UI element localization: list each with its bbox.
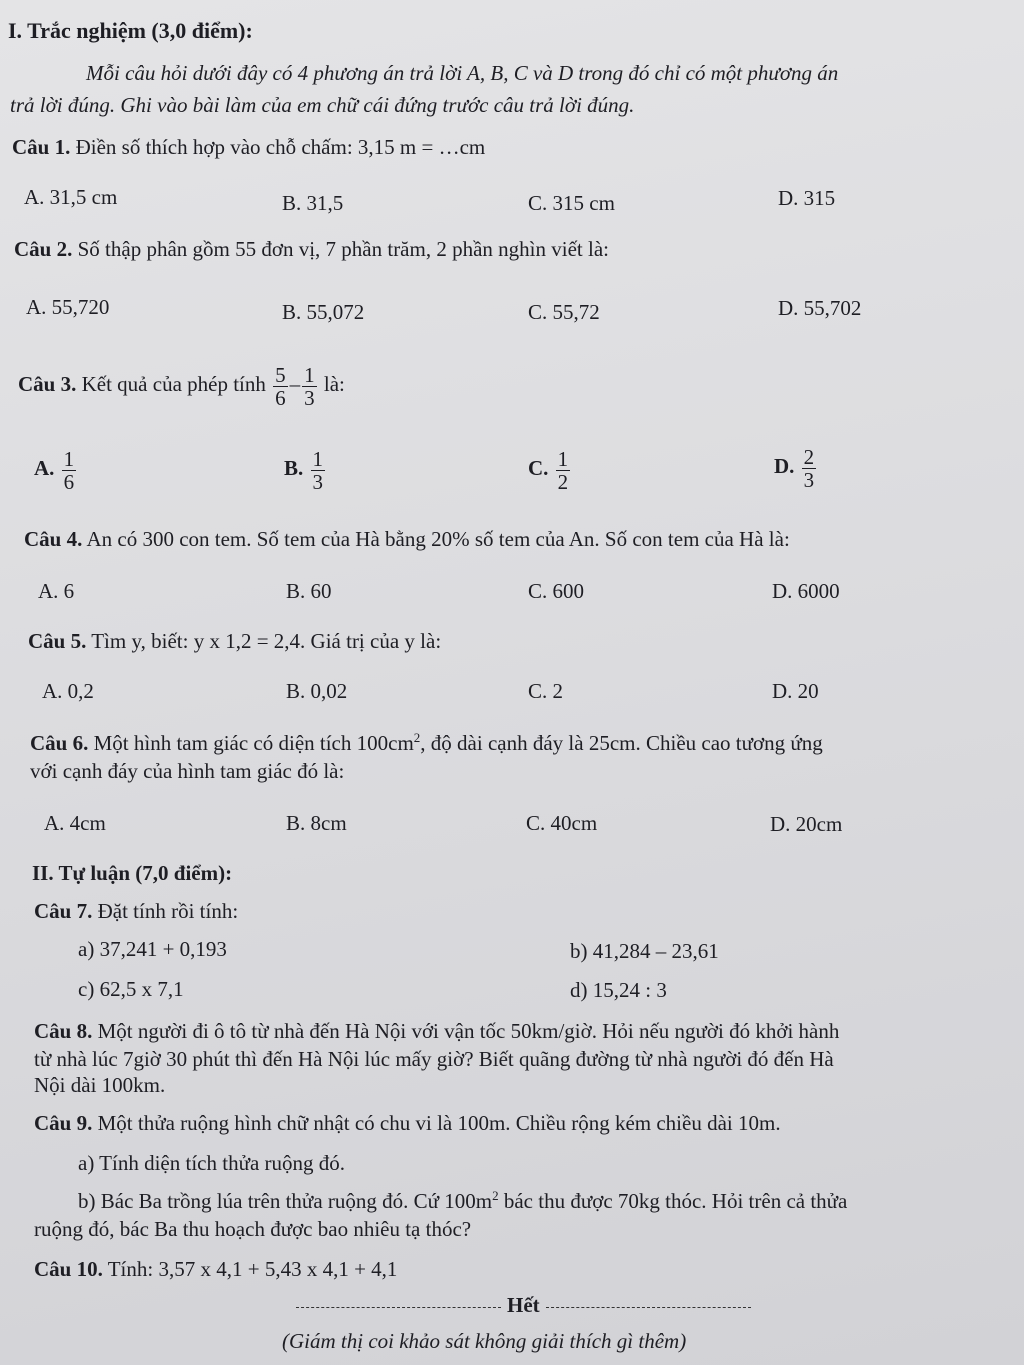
question-2-text: Số thập phân gồm 55 đơn vị, 7 phần trăm, 2 phần nghìn viết là:	[77, 237, 609, 261]
question-3-text: Kết quả của phép tính	[81, 372, 266, 396]
superscript-2: 2	[492, 1188, 499, 1203]
question-8-label: Câu 8.	[34, 1019, 93, 1043]
q9-part-b: b) Bác Ba trồng lúa trên thửa ruộng đó. Cứ $100m^2$ bác thu được 70kg thóc. Hỏi trên cả thửa	[78, 1188, 848, 1213]
end-text: Hết	[507, 1293, 540, 1317]
question-7-label: Câu 7.	[34, 899, 93, 923]
dashed-rule-left	[296, 1307, 501, 1308]
q4-option-d: D. 6000	[772, 579, 840, 603]
question-10-label: Câu 10.	[34, 1257, 103, 1281]
q9-part-b-line-2: ruộng đó, bác Ba thu hoạch được bao nhiêu tạ thóc?	[34, 1217, 472, 1241]
question-4-label: Câu 4.	[24, 527, 83, 551]
question-8	[34, 1018, 839, 1044]
question-5-label: Câu 5.	[28, 629, 87, 653]
question-6-text-a: Một hình tam giác có diện tích 100cm	[93, 731, 414, 755]
question-2-label: Câu 2.	[14, 237, 73, 261]
q5-option-b: B. 0,02	[286, 679, 348, 703]
q2-option-b: B. 55,072	[282, 300, 365, 324]
question-8-line-3: Nội dài 100km.	[34, 1073, 166, 1097]
q7-part-b: b) 41,284 – 23,61	[570, 939, 719, 963]
minus-sign: –	[289, 372, 301, 396]
question-1-text: Điền số thích hợp vào chỗ chấm: 3,15 m = …cm	[75, 135, 486, 159]
q3-option-c: C. $\frac{1}{2}$	[528, 446, 569, 494]
question-3-label: Câu 3.	[18, 372, 77, 396]
q1-option-b: B. 31,5	[282, 191, 344, 215]
q3-option-d: D. $\frac{2}{3}$	[774, 444, 815, 492]
question-9-label: Câu 9.	[34, 1111, 93, 1135]
question-5	[28, 628, 441, 654]
q3-option-b: B. $\frac{1}{3}$	[284, 446, 324, 494]
dashed-rule-right	[546, 1307, 751, 1308]
q6-option-a: A. 4cm	[44, 811, 106, 835]
q7-part-c: c) 62,5 x 7,1	[78, 977, 184, 1001]
question-3	[18, 356, 345, 412]
q9-part-a: a) Tính diện tích thửa ruộng đó.	[78, 1151, 346, 1175]
question-3-tail: là:	[323, 372, 345, 396]
question-9-text: Một thửa ruộng hình chữ nhật có chu vi là 100m. Chiều rộng kém chiều dài 10m.	[97, 1111, 781, 1135]
question-6-label: Câu 6.	[30, 731, 89, 755]
q6-option-d: D. 20cm	[770, 812, 843, 836]
footer-note: (Giám thị coi khảo sát không giải thích gì thêm)	[282, 1329, 687, 1353]
q1-option-c: C. 315 cm	[528, 191, 615, 215]
q4-option-a: A. 6	[38, 579, 75, 603]
question-7-text: Đặt tính rồi tính:	[97, 899, 239, 923]
q7-part-d: d) 15,24 : 3	[570, 978, 667, 1002]
instruction-line-2: trả lời đúng. Ghi vào bài làm của em chữ cái đứng trước câu trả lời đúng.	[10, 93, 635, 117]
question-10-text: Tính: 3,57 x 4,1 + 5,43 x 4,1 + 4,1	[107, 1257, 398, 1281]
question-2	[14, 236, 609, 262]
part1-heading: I. Trắc nghiệm (3,0 điểm):	[8, 18, 253, 43]
question-6-text-b: , độ dài cạnh đáy là 25cm. Chiều cao tương ứng	[420, 731, 823, 755]
q5-option-c: C. 2	[528, 679, 564, 703]
fraction-1-3: $\frac{1}{3}$	[304, 362, 315, 410]
q4-option-b: B. 60	[286, 579, 332, 603]
q6-option-b: B. 8cm	[286, 811, 347, 835]
q5-option-d: D. 20	[772, 679, 819, 703]
q6-option-c: C. 40cm	[526, 811, 598, 835]
question-7	[34, 898, 238, 924]
q5-option-a: A. 0,2	[42, 679, 94, 703]
question-8-line-2: từ nhà lúc 7giờ 30 phút thì đến Hà Nội lúc mấy giờ? Biết quãng đường từ nhà người đó đến Hà	[34, 1047, 834, 1071]
superscript-2: 2	[413, 730, 421, 745]
question-6	[30, 730, 823, 756]
question-5-text: Tìm y, biết: y x 1,2 = 2,4. Giá trị của y là:	[91, 629, 442, 653]
q2-option-c: C. 55,72	[528, 300, 600, 324]
part2-heading: II. Tự luận (7,0 điểm):	[32, 861, 233, 885]
q3-option-a: A. $\frac{1}{6}$	[34, 446, 75, 494]
q1-option-a: A. 31,5 cm	[24, 185, 118, 209]
q1-option-d: D. 315	[778, 186, 836, 210]
question-4	[24, 526, 790, 552]
question-10	[34, 1256, 397, 1282]
q2-option-a: A. 55,720	[26, 295, 110, 319]
q4-option-c: C. 600	[528, 579, 585, 603]
question-6-line-2: với cạnh đáy của hình tam giác đó là:	[30, 759, 345, 783]
question-1	[12, 134, 485, 160]
instruction-line-1: Mỗi câu hỏi dưới đây có 4 phương án trả lời A, B, C và D trong đó chỉ có một phương án	[86, 61, 839, 85]
q7-part-a: a) 37,241 + 0,193	[78, 937, 227, 961]
question-8-line-1: Một người đi ô tô từ nhà đến Hà Nội với vận tốc 50km/giờ. Hỏi nếu người đó khởi hành	[97, 1019, 840, 1043]
fraction-5-6: $\frac{5}{6}$	[275, 362, 286, 410]
question-4-text: An có 300 con tem. Số tem của Hà bằng 20% số tem của An. Số con tem của Hà là:	[86, 527, 790, 551]
end-marker	[290, 1292, 757, 1318]
q2-option-d: D. 55,702	[778, 296, 862, 320]
question-1-label: Câu 1.	[12, 135, 71, 159]
question-9	[34, 1110, 781, 1136]
